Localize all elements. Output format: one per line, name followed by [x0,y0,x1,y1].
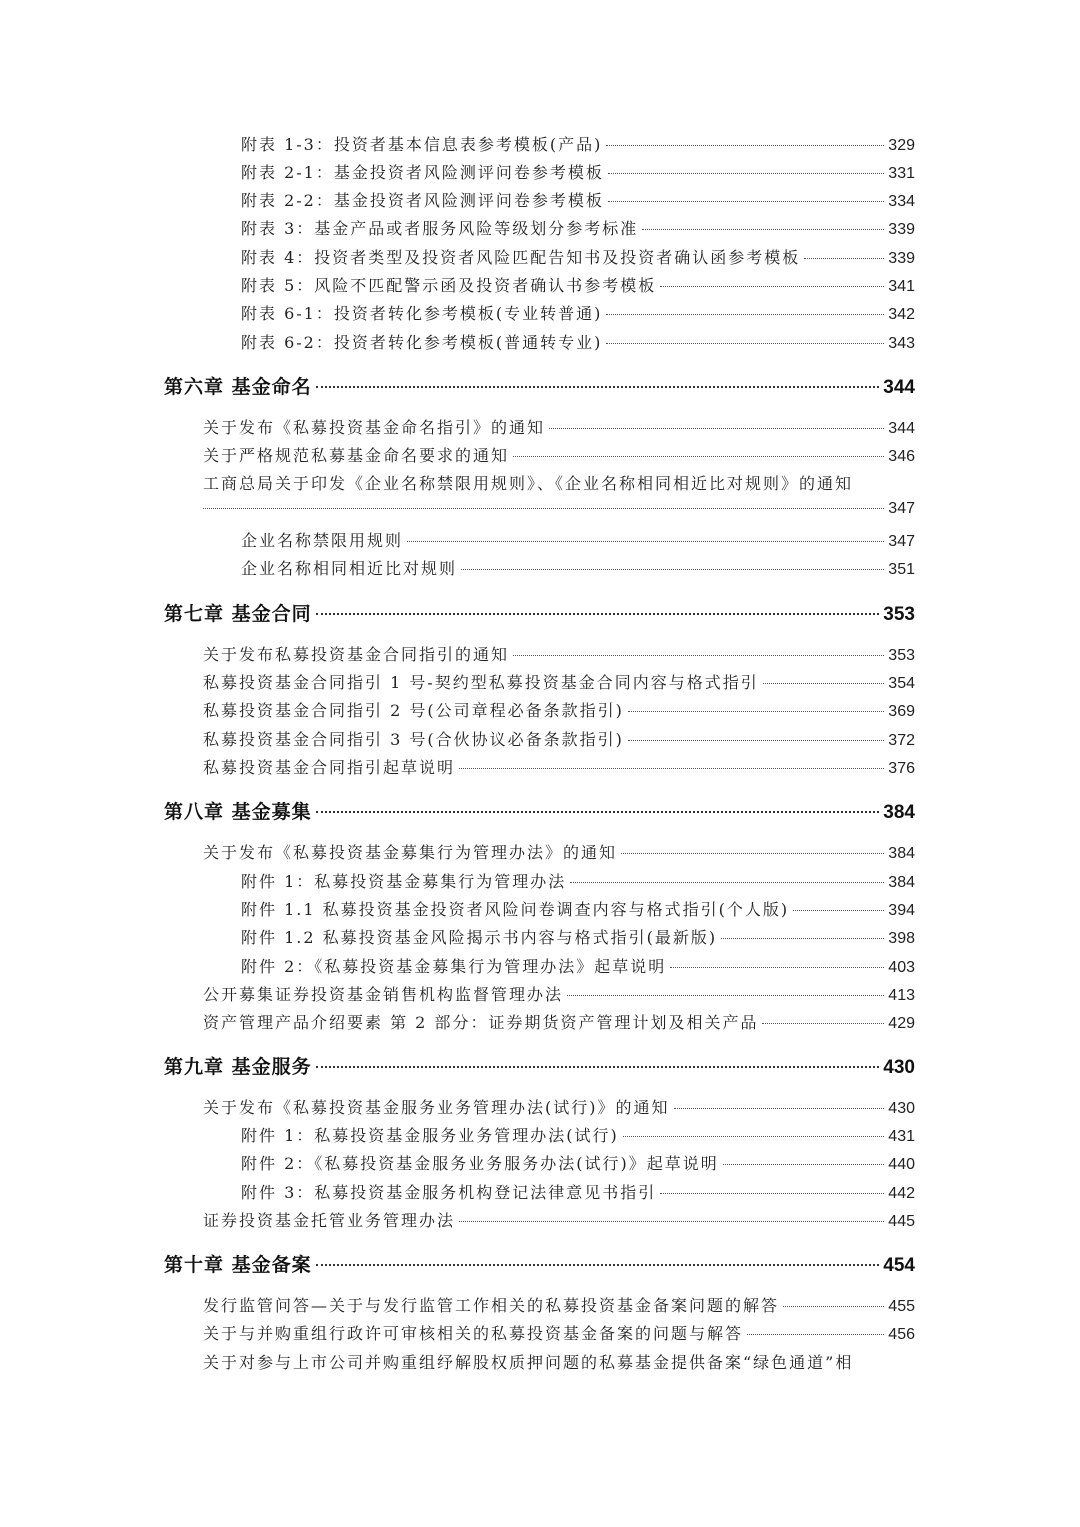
toc-entry[interactable] [241,1151,915,1174]
chapter-title: 第八章 基金募集 [164,801,312,823]
dot-leader [606,343,884,344]
dot-leader [674,1108,885,1109]
toc-page-number: 403 [888,959,915,976]
toc-entry-title: 关于发布《私募投资基金命名指引》的通知 [203,418,546,437]
toc-entry[interactable] [241,1180,915,1203]
toc-entry[interactable] [203,443,915,466]
toc-page-number: 398 [888,930,915,947]
toc-entry[interactable] [241,216,915,239]
dot-leader [606,145,884,146]
toc-entry-title: 附件 2：《私募投资基金服务业务服务办法(试行)》起草说明 [241,1154,719,1173]
toc-entry-title: 附表 2-2：基金投资者风险测评问卷参考模板 [241,191,604,210]
toc-page-number: 346 [888,448,915,465]
toc-entry[interactable] [241,897,915,920]
dot-leader [723,1164,885,1165]
toc-entry[interactable] [203,415,915,438]
toc-entry-title: 证券投资基金托管业务管理办法 [203,1211,456,1230]
toc-entry-title: 附表 2-1：基金投资者风险测评问卷参考模板 [241,163,604,182]
toc-chapter-heading[interactable] [164,372,915,399]
dot-leader [316,1264,880,1266]
toc-entry-title: 资产管理产品介绍要素 第 2 部分：证券期货资产管理计划及相关产品 [203,1013,759,1032]
toc-entry-title: 企业名称禁限用规则 [241,531,404,550]
toc-entry[interactable] [203,1095,915,1118]
toc-entry-title: 私募投资基金合同指引 2 号(公司章程必备条款指引) [203,701,624,720]
toc-entry-title-wrapped[interactable]: 关于对参与上市公司并购重组纾解股权质押问题的私募基金提供备案“绿色通道”相 [203,1353,854,1372]
toc-entry[interactable] [241,301,915,324]
chapter-page-number: 384 [883,802,915,823]
dot-leader [763,683,885,684]
dot-leader [628,711,884,712]
dot-leader [762,1023,884,1024]
toc-entry[interactable] [241,528,915,551]
toc-page-number: 372 [888,732,915,749]
chapter-title: 第六章 基金命名 [164,376,312,398]
toc-entry[interactable] [203,755,915,778]
dot-leader [316,811,880,813]
toc-entry[interactable] [241,188,915,211]
toc-entry[interactable] [203,670,915,693]
toc-page-number: 329 [888,137,915,154]
toc-page-number: 440 [888,1156,915,1173]
toc-entry[interactable] [241,1123,915,1146]
toc-page-number: 442 [888,1185,915,1202]
toc-entry-title: 附件 1.2 私募投资基金风险揭示书内容与格式指引(最新版) [241,928,718,947]
toc-entry-title: 关于与并购重组行政许可审核相关的私募投资基金备案的问题与解答 [203,1324,744,1343]
toc-page-number: 339 [888,221,915,238]
toc-entry[interactable] [241,245,915,268]
toc-entry-title: 附件 3：私募投资基金服务机构登记法律意见书指引 [241,1183,657,1202]
toc-page-number: 344 [888,420,915,437]
toc-entry[interactable] [203,727,915,750]
toc-entry[interactable] [203,500,915,518]
dot-leader [628,740,884,741]
dot-leader [804,258,884,259]
toc-entry-title: 关于严格规范私募基金命名要求的通知 [203,446,510,465]
toc-page-number: 347 [888,500,915,517]
dot-leader [567,995,884,996]
toc-page-number: 431 [888,1128,915,1145]
toc-chapter-heading[interactable] [164,1250,915,1277]
chapter-page-number: 353 [883,604,915,625]
toc-entry[interactable] [241,160,915,183]
toc-page-number: 351 [888,561,915,578]
toc-entry-title: 发行监管问答—关于与发行监管工作相关的私募投资基金备案问题的解答 [203,1296,780,1315]
toc-chapter-heading[interactable] [164,797,915,824]
dot-leader [621,853,884,854]
dot-leader [316,386,880,388]
dot-leader [793,910,884,911]
dot-leader [721,938,884,939]
toc-entry[interactable] [203,698,915,721]
toc-entry[interactable] [203,982,915,1005]
toc-entry-title: 附件 1.1 私募投资基金投资者风险问卷调查内容与格式指引(个人版) [241,900,790,919]
toc-entry-title: 私募投资基金合同指引起草说明 [203,758,456,777]
dot-leader [642,229,884,230]
dot-leader [606,314,884,315]
toc-entry[interactable] [203,1321,915,1344]
chapter-page-number: 344 [883,377,915,398]
toc-entry-title: 附表 1-3：投资者基本信息表参考模板(产品) [241,135,603,154]
toc-page-number: 445 [888,1213,915,1230]
toc-entry-title: 私募投资基金合同指引 1 号-契约型私募投资基金合同内容与格式指引 [203,673,759,692]
toc-entry-title: 附表 4：投资者类型及投资者风险匹配告知书及投资者确认函参考模板 [241,248,801,267]
dot-leader [623,1136,885,1137]
toc-page-number: 343 [888,335,915,352]
chapter-title: 第九章 基金服务 [164,1056,312,1078]
dot-leader [203,508,884,509]
chapter-title: 第十章 基金备案 [164,1254,312,1276]
toc-entry[interactable] [241,273,915,296]
toc-page-number: 413 [888,987,915,1004]
dot-leader [316,613,880,615]
toc-page-number: 384 [888,845,915,862]
dot-leader [316,1066,880,1068]
toc-page-number: 394 [888,902,915,919]
toc-entry-title: 关于发布《私募投资基金募集行为管理办法》的通知 [203,843,618,862]
toc-entry[interactable] [203,1293,915,1316]
dot-leader [608,201,884,202]
chapter-page-number: 430 [883,1057,915,1078]
toc-entry-title: 附表 6-1：投资者转化参考模板(专业转普通) [241,304,603,323]
dot-leader [459,768,884,769]
dot-leader [783,1306,884,1307]
toc-entry-title: 关于发布《私募投资基金服务业务管理办法(试行)》的通知 [203,1098,670,1117]
chapter-page-number: 454 [883,1255,915,1276]
dot-leader [461,569,884,570]
toc-page-number: 369 [888,703,915,720]
toc-entry-title-wrapped[interactable]: 工商总局关于印发《企业名称禁限用规则》、《企业名称相同相近比对规则》的通知 [203,474,854,493]
toc-entry-title: 企业名称相同相近比对规则 [241,559,458,578]
toc-page-number: 341 [888,278,915,295]
dot-leader [513,456,884,457]
toc-page-number: 455 [888,1298,915,1315]
toc-page-number: 456 [888,1326,915,1343]
toc-page-number: 354 [888,675,915,692]
toc-entry[interactable] [241,330,915,353]
toc-chapter-heading[interactable] [164,1052,915,1079]
dot-leader [549,428,884,429]
toc-page-number: 334 [888,193,915,210]
dot-leader [670,967,884,968]
chapter-title: 第七章 基金合同 [164,603,312,625]
toc-entry-title: 公开募集证券投资基金销售机构监督管理办法 [203,985,564,1004]
dot-leader [459,1221,884,1222]
toc-entry[interactable] [241,954,915,977]
toc-entry[interactable] [241,556,915,579]
toc-page-number: 384 [888,874,915,891]
toc-page-number: 376 [888,760,915,777]
toc-page-number: 429 [888,1015,915,1032]
toc-entry[interactable] [241,132,915,155]
dot-leader [660,286,884,287]
toc-page-number: 342 [888,306,915,323]
dot-leader [747,1334,884,1335]
dot-leader [570,882,884,883]
toc-entry-title: 附表 3：基金产品或者服务风险等级划分参考标准 [241,219,639,238]
toc-entry-title: 附件 1：私募投资基金服务业务管理办法(试行) [241,1126,619,1145]
toc-entry[interactable] [241,869,915,892]
toc-entry-title: 私募投资基金合同指引 3 号(合伙协议必备条款指引) [203,730,624,749]
toc-entry-title: 附件 1：私募投资基金募集行为管理办法 [241,872,567,891]
dot-leader [513,655,884,656]
toc-page-number: 339 [888,250,915,267]
dot-leader [407,541,884,542]
dot-leader [608,173,884,174]
toc-page-number: 430 [888,1100,915,1117]
dot-leader [660,1193,884,1194]
toc-entry-title: 附表 5：风险不匹配警示函及投资者确认书参考模板 [241,276,657,295]
toc-page-number: 347 [888,533,915,550]
toc-entry[interactable] [241,925,915,948]
toc-page-number: 353 [888,647,915,664]
toc-entry-title: 关于发布私募投资基金合同指引的通知 [203,645,510,664]
toc-entry[interactable] [203,1010,915,1033]
toc-entry-title: 附表 6-2：投资者转化参考模板(普通转专业) [241,333,603,352]
toc-entry[interactable] [203,1208,915,1231]
toc-chapter-heading[interactable] [164,599,915,626]
toc-entry[interactable] [203,840,915,863]
toc-entry[interactable] [203,642,915,665]
toc-page-number: 331 [888,165,915,182]
toc-entry-title: 附件 2：《私募投资基金募集行为管理办法》起草说明 [241,957,667,976]
